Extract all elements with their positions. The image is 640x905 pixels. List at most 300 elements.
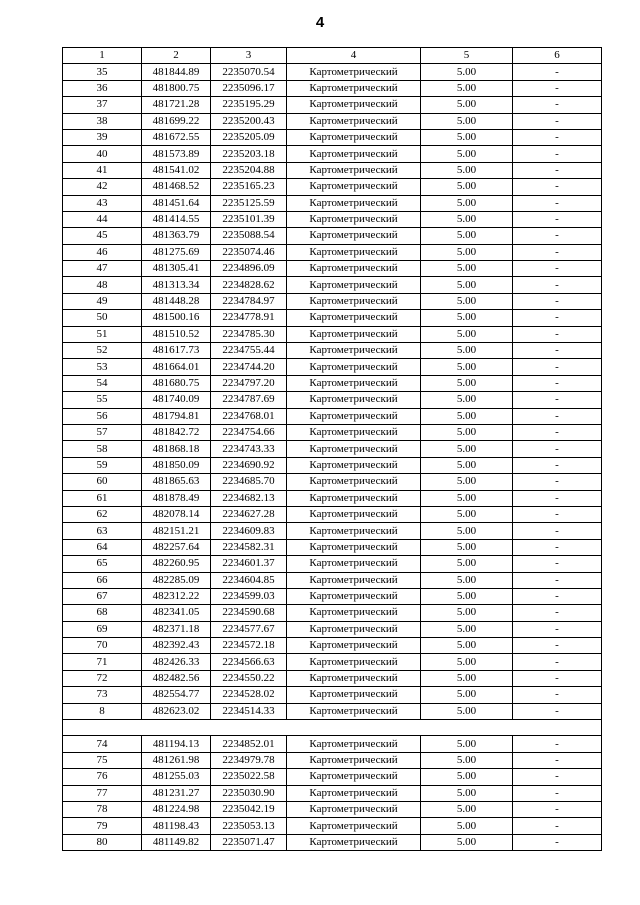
- accuracy-cell: 5.00: [421, 392, 513, 408]
- y-coordinate-cell: 2234754.66: [211, 424, 287, 440]
- method-cell: Картометрический: [287, 539, 421, 555]
- table-row: [63, 424, 602, 440]
- accuracy-cell: 5.00: [421, 736, 513, 752]
- x-coordinate-cell: 481740.09: [142, 392, 211, 408]
- point-number-cell: 40: [63, 146, 142, 162]
- description-cell: -: [513, 621, 602, 637]
- method-cell: Картометрический: [287, 490, 421, 506]
- point-number-cell: 76: [63, 769, 142, 785]
- x-coordinate-cell: 481255.03: [142, 769, 211, 785]
- accuracy-cell: 5.00: [421, 195, 513, 211]
- x-coordinate-cell: 482257.64: [142, 539, 211, 555]
- table-row: [63, 523, 602, 539]
- accuracy-cell: 5.00: [421, 752, 513, 768]
- method-cell: Картометрический: [287, 310, 421, 326]
- method-cell: Картометрический: [287, 277, 421, 293]
- method-cell: Картометрический: [287, 228, 421, 244]
- accuracy-cell: 5.00: [421, 801, 513, 817]
- method-cell: Картометрический: [287, 375, 421, 391]
- x-coordinate-cell: 482623.02: [142, 703, 211, 719]
- point-number-cell: 73: [63, 687, 142, 703]
- description-cell: -: [513, 261, 602, 277]
- y-coordinate-cell: 2234528.02: [211, 687, 287, 703]
- method-cell: Картометрический: [287, 179, 421, 195]
- y-coordinate-cell: 2234778.91: [211, 310, 287, 326]
- x-coordinate-cell: 482482.56: [142, 670, 211, 686]
- x-coordinate-cell: 481194.13: [142, 736, 211, 752]
- description-cell: -: [513, 375, 602, 391]
- point-number-cell: 77: [63, 785, 142, 801]
- x-coordinate-cell: 481865.63: [142, 474, 211, 490]
- method-cell: Картометрический: [287, 80, 421, 96]
- point-number-cell: 63: [63, 523, 142, 539]
- x-coordinate-cell: 481510.52: [142, 326, 211, 342]
- point-number-cell: 58: [63, 441, 142, 457]
- y-coordinate-cell: 2235195.29: [211, 97, 287, 113]
- x-coordinate-cell: 481573.89: [142, 146, 211, 162]
- accuracy-cell: 5.00: [421, 539, 513, 555]
- accuracy-cell: 5.00: [421, 211, 513, 227]
- method-cell: Картометрический: [287, 736, 421, 752]
- point-number-cell: 72: [63, 670, 142, 686]
- accuracy-cell: 5.00: [421, 228, 513, 244]
- method-cell: Картометрический: [287, 523, 421, 539]
- accuracy-cell: 5.00: [421, 818, 513, 834]
- point-number-cell: 69: [63, 621, 142, 637]
- accuracy-cell: 5.00: [421, 654, 513, 670]
- accuracy-cell: 5.00: [421, 162, 513, 178]
- point-number-cell: 78: [63, 801, 142, 817]
- table-row: [63, 801, 602, 817]
- table-row: [63, 408, 602, 424]
- x-coordinate-cell: 481721.28: [142, 97, 211, 113]
- x-coordinate-cell: 481794.81: [142, 408, 211, 424]
- method-cell: Картометрический: [287, 392, 421, 408]
- method-cell: Картометрический: [287, 244, 421, 260]
- y-coordinate-cell: 2234743.33: [211, 441, 287, 457]
- table-row: [63, 310, 602, 326]
- description-cell: -: [513, 392, 602, 408]
- point-number-cell: 61: [63, 490, 142, 506]
- description-cell: -: [513, 654, 602, 670]
- method-cell: Картометрический: [287, 703, 421, 719]
- y-coordinate-cell: 2234787.69: [211, 392, 287, 408]
- x-coordinate-cell: 482260.95: [142, 556, 211, 572]
- y-coordinate-cell: 2234785.30: [211, 326, 287, 342]
- point-number-cell: 56: [63, 408, 142, 424]
- point-number-cell: 35: [63, 64, 142, 80]
- accuracy-cell: 5.00: [421, 834, 513, 850]
- table-row: [63, 605, 602, 621]
- description-cell: -: [513, 588, 602, 604]
- point-number-cell: 59: [63, 457, 142, 473]
- table-row: [63, 293, 602, 309]
- method-cell: Картометрический: [287, 113, 421, 129]
- point-number-cell: 55: [63, 392, 142, 408]
- y-coordinate-cell: 2234896.09: [211, 261, 287, 277]
- table-row: [63, 818, 602, 834]
- accuracy-cell: 5.00: [421, 146, 513, 162]
- x-coordinate-cell: 481224.98: [142, 801, 211, 817]
- description-cell: -: [513, 670, 602, 686]
- table-row: [63, 588, 602, 604]
- table-row: [63, 179, 602, 195]
- y-coordinate-cell: 2235204.88: [211, 162, 287, 178]
- accuracy-cell: 5.00: [421, 441, 513, 457]
- description-cell: -: [513, 736, 602, 752]
- x-coordinate-cell: 481680.75: [142, 375, 211, 391]
- separator-cell: [63, 720, 602, 736]
- point-number-cell: 50: [63, 310, 142, 326]
- x-coordinate-cell: 482371.18: [142, 621, 211, 637]
- x-coordinate-cell: 482285.09: [142, 572, 211, 588]
- description-cell: -: [513, 359, 602, 375]
- accuracy-cell: 5.00: [421, 277, 513, 293]
- page-number: 4: [315, 14, 325, 31]
- y-coordinate-cell: 2234609.83: [211, 523, 287, 539]
- point-number-cell: 49: [63, 293, 142, 309]
- method-cell: Картометрический: [287, 556, 421, 572]
- y-coordinate-cell: 2234582.31: [211, 539, 287, 555]
- point-number-cell: 64: [63, 539, 142, 555]
- description-cell: -: [513, 80, 602, 96]
- point-number-cell: 74: [63, 736, 142, 752]
- method-cell: Картометрический: [287, 424, 421, 440]
- method-cell: Картометрический: [287, 293, 421, 309]
- x-coordinate-cell: 481664.01: [142, 359, 211, 375]
- table-row: [63, 359, 602, 375]
- accuracy-cell: 5.00: [421, 343, 513, 359]
- description-cell: -: [513, 326, 602, 342]
- point-number-cell: 47: [63, 261, 142, 277]
- y-coordinate-cell: 2235053.13: [211, 818, 287, 834]
- accuracy-cell: 5.00: [421, 129, 513, 145]
- table-row: [63, 441, 602, 457]
- method-cell: Картометрический: [287, 211, 421, 227]
- accuracy-cell: 5.00: [421, 572, 513, 588]
- y-coordinate-cell: 2234768.01: [211, 408, 287, 424]
- table-body: [63, 64, 602, 851]
- description-cell: -: [513, 523, 602, 539]
- method-cell: Картометрический: [287, 441, 421, 457]
- x-coordinate-cell: 481844.89: [142, 64, 211, 80]
- method-cell: Картометрический: [287, 572, 421, 588]
- description-cell: -: [513, 834, 602, 850]
- method-cell: Картометрический: [287, 162, 421, 178]
- table-row: [63, 113, 602, 129]
- coordinates-table: [62, 47, 602, 851]
- table-row: [63, 474, 602, 490]
- method-cell: Картометрический: [287, 506, 421, 522]
- accuracy-cell: 5.00: [421, 474, 513, 490]
- accuracy-cell: 5.00: [421, 785, 513, 801]
- description-cell: -: [513, 605, 602, 621]
- y-coordinate-cell: 2235165.23: [211, 179, 287, 195]
- table-row: [63, 326, 602, 342]
- x-coordinate-cell: 481541.02: [142, 162, 211, 178]
- column-header: 6: [513, 48, 602, 64]
- x-coordinate-cell: 481500.16: [142, 310, 211, 326]
- table-row: [63, 228, 602, 244]
- y-coordinate-cell: 2235203.18: [211, 146, 287, 162]
- point-number-cell: 45: [63, 228, 142, 244]
- description-cell: -: [513, 179, 602, 195]
- accuracy-cell: 5.00: [421, 588, 513, 604]
- y-coordinate-cell: 2234514.33: [211, 703, 287, 719]
- y-coordinate-cell: 2235088.54: [211, 228, 287, 244]
- description-cell: -: [513, 572, 602, 588]
- x-coordinate-cell: 481231.27: [142, 785, 211, 801]
- accuracy-cell: 5.00: [421, 293, 513, 309]
- method-cell: Картометрический: [287, 588, 421, 604]
- y-coordinate-cell: 2234566.63: [211, 654, 287, 670]
- table-row: [63, 195, 602, 211]
- table-row: [63, 261, 602, 277]
- table-row: [63, 211, 602, 227]
- description-cell: -: [513, 687, 602, 703]
- x-coordinate-cell: 482426.33: [142, 654, 211, 670]
- accuracy-cell: 5.00: [421, 64, 513, 80]
- accuracy-cell: 5.00: [421, 424, 513, 440]
- description-cell: -: [513, 769, 602, 785]
- x-coordinate-cell: 481850.09: [142, 457, 211, 473]
- x-coordinate-cell: 481800.75: [142, 80, 211, 96]
- x-coordinate-cell: 482312.22: [142, 588, 211, 604]
- description-cell: -: [513, 638, 602, 654]
- point-number-cell: 52: [63, 343, 142, 359]
- table-row: [63, 457, 602, 473]
- y-coordinate-cell: 2234690.92: [211, 457, 287, 473]
- description-cell: -: [513, 97, 602, 113]
- table-row: [63, 621, 602, 637]
- x-coordinate-cell: 481198.43: [142, 818, 211, 834]
- point-number-cell: 46: [63, 244, 142, 260]
- table-row: [63, 277, 602, 293]
- point-number-cell: 8: [63, 703, 142, 719]
- accuracy-cell: 5.00: [421, 179, 513, 195]
- accuracy-cell: 5.00: [421, 523, 513, 539]
- table-row: [63, 162, 602, 178]
- y-coordinate-cell: 2234604.85: [211, 572, 287, 588]
- point-number-cell: 65: [63, 556, 142, 572]
- description-cell: -: [513, 556, 602, 572]
- description-cell: -: [513, 343, 602, 359]
- description-cell: -: [513, 211, 602, 227]
- point-number-cell: 68: [63, 605, 142, 621]
- table-row: [63, 654, 602, 670]
- x-coordinate-cell: 481313.34: [142, 277, 211, 293]
- y-coordinate-cell: 2234550.22: [211, 670, 287, 686]
- description-cell: -: [513, 244, 602, 260]
- description-cell: -: [513, 293, 602, 309]
- description-cell: -: [513, 818, 602, 834]
- y-coordinate-cell: 2234590.68: [211, 605, 287, 621]
- method-cell: Картометрический: [287, 621, 421, 637]
- y-coordinate-cell: 2234682.13: [211, 490, 287, 506]
- method-cell: Картометрический: [287, 408, 421, 424]
- table-row: [63, 244, 602, 260]
- method-cell: Картометрический: [287, 261, 421, 277]
- column-header: 1: [63, 48, 142, 64]
- description-cell: -: [513, 506, 602, 522]
- y-coordinate-cell: 2234797.20: [211, 375, 287, 391]
- method-cell: Картометрический: [287, 687, 421, 703]
- y-coordinate-cell: 2235070.54: [211, 64, 287, 80]
- accuracy-cell: 5.00: [421, 408, 513, 424]
- description-cell: -: [513, 785, 602, 801]
- point-number-cell: 57: [63, 424, 142, 440]
- method-cell: Картометрический: [287, 801, 421, 817]
- description-cell: -: [513, 801, 602, 817]
- description-cell: -: [513, 752, 602, 768]
- table-row: [63, 129, 602, 145]
- method-cell: Картометрический: [287, 359, 421, 375]
- table-row: [63, 506, 602, 522]
- y-coordinate-cell: 2234627.28: [211, 506, 287, 522]
- y-coordinate-cell: 2235200.43: [211, 113, 287, 129]
- y-coordinate-cell: 2234601.37: [211, 556, 287, 572]
- x-coordinate-cell: 481868.18: [142, 441, 211, 457]
- x-coordinate-cell: 481149.82: [142, 834, 211, 850]
- method-cell: Картометрический: [287, 818, 421, 834]
- point-number-cell: 79: [63, 818, 142, 834]
- description-cell: -: [513, 195, 602, 211]
- description-cell: -: [513, 457, 602, 473]
- table-row: [63, 572, 602, 588]
- x-coordinate-cell: 481448.28: [142, 293, 211, 309]
- accuracy-cell: 5.00: [421, 769, 513, 785]
- method-cell: Картометрический: [287, 834, 421, 850]
- column-header: 4: [287, 48, 421, 64]
- column-header: 3: [211, 48, 287, 64]
- y-coordinate-cell: 2235101.39: [211, 211, 287, 227]
- method-cell: Картометрический: [287, 654, 421, 670]
- point-number-cell: 80: [63, 834, 142, 850]
- description-cell: -: [513, 539, 602, 555]
- y-coordinate-cell: 2235071.47: [211, 834, 287, 850]
- description-cell: -: [513, 129, 602, 145]
- accuracy-cell: 5.00: [421, 490, 513, 506]
- y-coordinate-cell: 2235030.90: [211, 785, 287, 801]
- y-coordinate-cell: 2234744.20: [211, 359, 287, 375]
- table-row: [63, 375, 602, 391]
- y-coordinate-cell: 2235074.46: [211, 244, 287, 260]
- accuracy-cell: 5.00: [421, 670, 513, 686]
- table-row: [63, 343, 602, 359]
- table-header-row: [63, 48, 602, 64]
- y-coordinate-cell: 2234828.62: [211, 277, 287, 293]
- accuracy-cell: 5.00: [421, 375, 513, 391]
- description-cell: -: [513, 441, 602, 457]
- table-row: [63, 834, 602, 850]
- point-number-cell: 39: [63, 129, 142, 145]
- accuracy-cell: 5.00: [421, 506, 513, 522]
- x-coordinate-cell: 481842.72: [142, 424, 211, 440]
- method-cell: Картометрический: [287, 326, 421, 342]
- point-number-cell: 60: [63, 474, 142, 490]
- description-cell: -: [513, 64, 602, 80]
- accuracy-cell: 5.00: [421, 326, 513, 342]
- point-number-cell: 43: [63, 195, 142, 211]
- point-number-cell: 75: [63, 752, 142, 768]
- y-coordinate-cell: 2235022.58: [211, 769, 287, 785]
- accuracy-cell: 5.00: [421, 703, 513, 719]
- y-coordinate-cell: 2234577.67: [211, 621, 287, 637]
- description-cell: -: [513, 277, 602, 293]
- table-row: [63, 638, 602, 654]
- point-number-cell: 66: [63, 572, 142, 588]
- method-cell: Картометрический: [287, 64, 421, 80]
- description-cell: -: [513, 310, 602, 326]
- y-coordinate-cell: 2234572.18: [211, 638, 287, 654]
- accuracy-cell: 5.00: [421, 621, 513, 637]
- accuracy-cell: 5.00: [421, 97, 513, 113]
- y-coordinate-cell: 2235125.59: [211, 195, 287, 211]
- y-coordinate-cell: 2235096.17: [211, 80, 287, 96]
- description-cell: -: [513, 474, 602, 490]
- point-number-cell: 36: [63, 80, 142, 96]
- accuracy-cell: 5.00: [421, 687, 513, 703]
- table-row: [63, 490, 602, 506]
- x-coordinate-cell: 481363.79: [142, 228, 211, 244]
- table-row: [63, 97, 602, 113]
- method-cell: Картометрический: [287, 638, 421, 654]
- description-cell: -: [513, 228, 602, 244]
- point-number-cell: 70: [63, 638, 142, 654]
- table-row: [63, 703, 602, 719]
- y-coordinate-cell: 2234599.03: [211, 588, 287, 604]
- x-coordinate-cell: 481468.52: [142, 179, 211, 195]
- description-cell: -: [513, 424, 602, 440]
- method-cell: Картометрический: [287, 474, 421, 490]
- table-row: [63, 769, 602, 785]
- point-number-cell: 71: [63, 654, 142, 670]
- x-coordinate-cell: 481672.55: [142, 129, 211, 145]
- accuracy-cell: 5.00: [421, 359, 513, 375]
- description-cell: -: [513, 162, 602, 178]
- method-cell: Картометрический: [287, 605, 421, 621]
- accuracy-cell: 5.00: [421, 261, 513, 277]
- y-coordinate-cell: 2235205.09: [211, 129, 287, 145]
- method-cell: Картометрический: [287, 129, 421, 145]
- accuracy-cell: 5.00: [421, 310, 513, 326]
- point-number-cell: 44: [63, 211, 142, 227]
- x-coordinate-cell: 482554.77: [142, 687, 211, 703]
- x-coordinate-cell: 481699.22: [142, 113, 211, 129]
- point-number-cell: 38: [63, 113, 142, 129]
- method-cell: Картометрический: [287, 343, 421, 359]
- y-coordinate-cell: 2234755.44: [211, 343, 287, 359]
- description-cell: -: [513, 146, 602, 162]
- x-coordinate-cell: 481878.49: [142, 490, 211, 506]
- method-cell: Картометрический: [287, 769, 421, 785]
- x-coordinate-cell: 481275.69: [142, 244, 211, 260]
- table-row: [63, 64, 602, 80]
- x-coordinate-cell: 482151.21: [142, 523, 211, 539]
- x-coordinate-cell: 482341.05: [142, 605, 211, 621]
- table-row: [63, 556, 602, 572]
- y-coordinate-cell: 2234784.97: [211, 293, 287, 309]
- column-header: 5: [421, 48, 513, 64]
- accuracy-cell: 5.00: [421, 638, 513, 654]
- point-number-cell: 41: [63, 162, 142, 178]
- description-cell: -: [513, 703, 602, 719]
- table-row: [63, 736, 602, 752]
- y-coordinate-cell: 2234685.70: [211, 474, 287, 490]
- description-cell: -: [513, 490, 602, 506]
- accuracy-cell: 5.00: [421, 457, 513, 473]
- table-row: [63, 670, 602, 686]
